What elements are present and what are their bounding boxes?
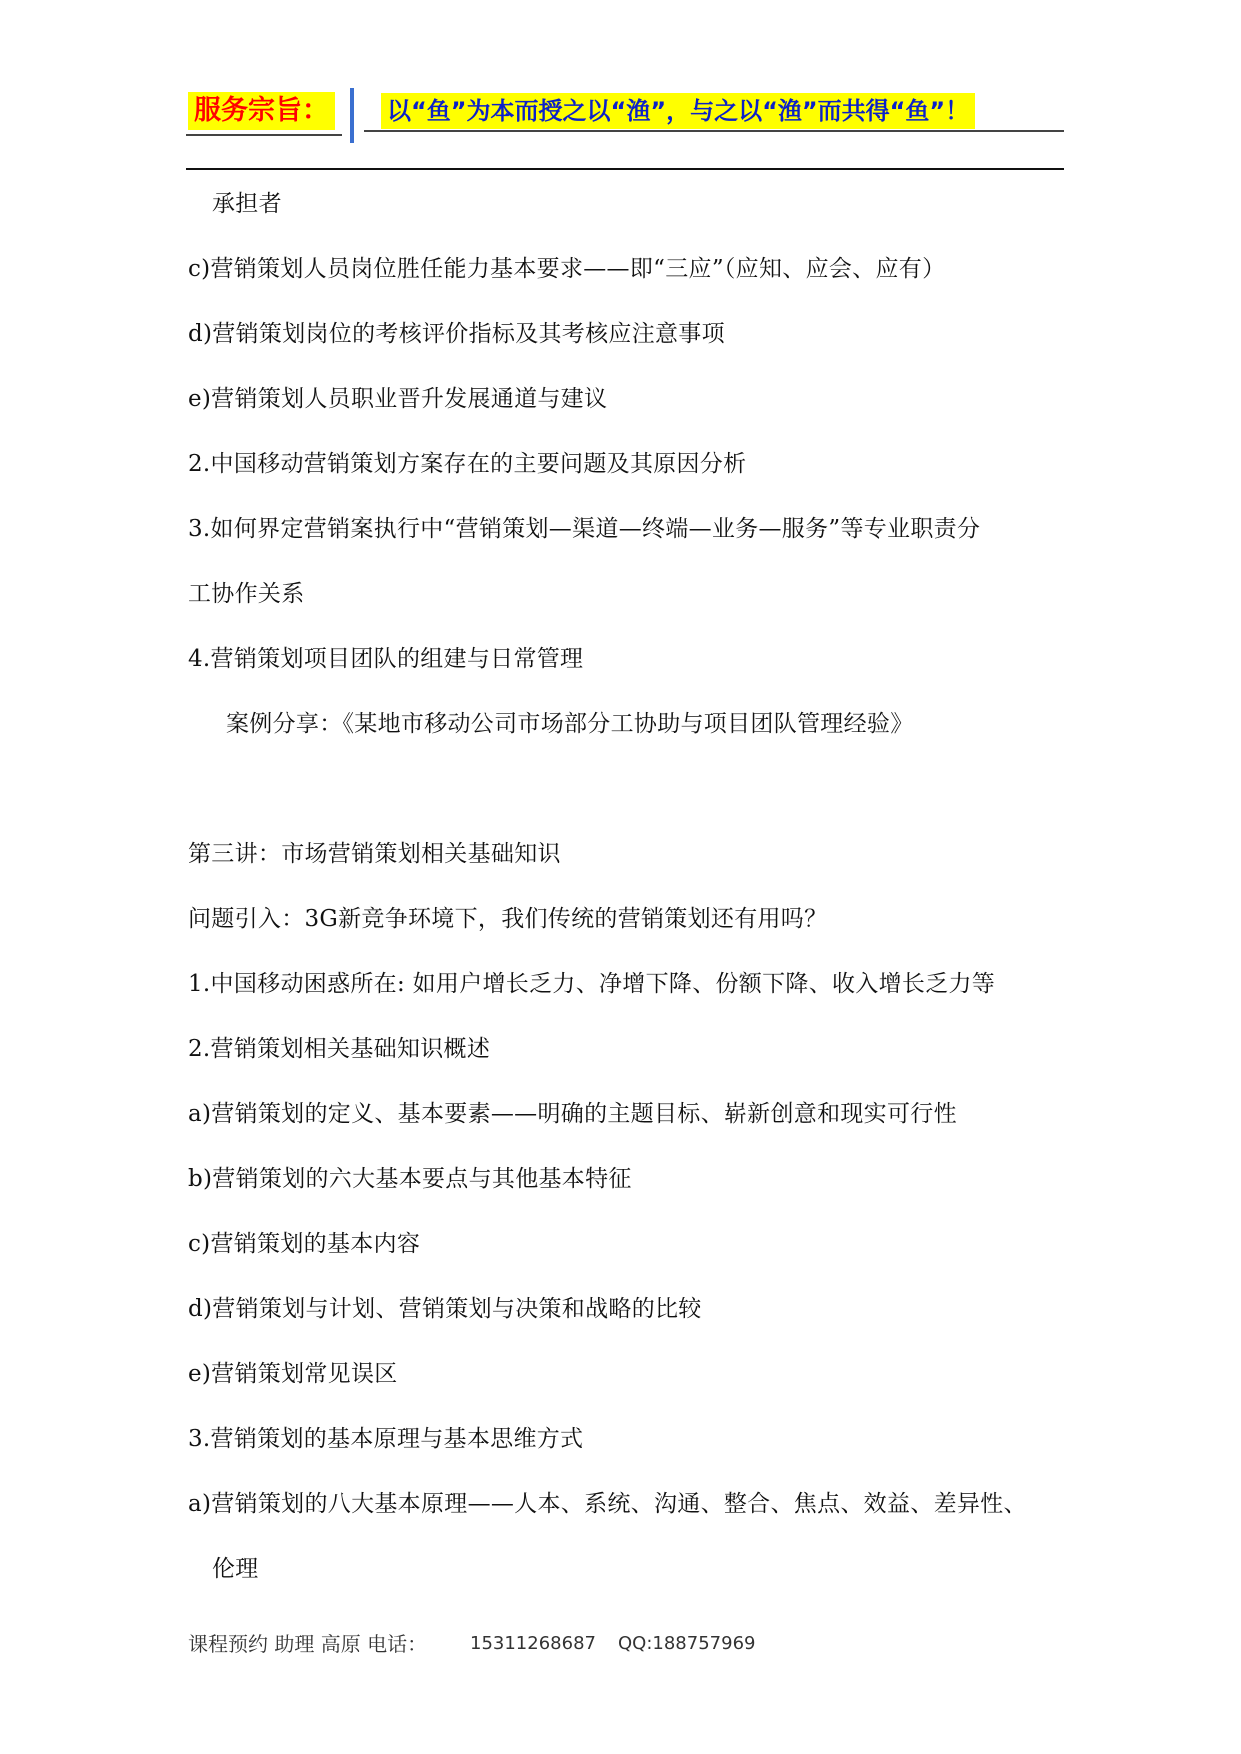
section-heading: 第三讲：市场营销策划相关基础知识: [188, 841, 561, 867]
text-line: 3.营销策划的基本原理与基本思维方式: [188, 1426, 584, 1452]
text-line: 问题引入：3G新竞争环境下，我们传统的营销策划还有用吗？: [188, 906, 828, 932]
text-line: c)营销策划的基本内容: [188, 1231, 421, 1257]
text-line: 2.营销策划相关基础知识概述: [188, 1036, 491, 1062]
footer-contact: 课程预约 助理 高原 电话：: [188, 1632, 428, 1656]
text-line: b)营销策划的六大基本要点与其他基本特征: [188, 1166, 632, 1192]
service-motto: 以“鱼”为本而授之以“渔”，与之以“渔”而共得“鱼”！: [381, 93, 975, 129]
text-line: 工协作关系: [188, 581, 305, 607]
footer-qq: QQ:188757969: [618, 1633, 756, 1654]
text-line: c)营销策划人员岗位胜任能力基本要求——即“三应”（应知、应会、应有）: [188, 256, 946, 282]
text-line: a)营销策划的定义、基本要素——明确的主题目标、崭新创意和现实可行性: [188, 1101, 957, 1127]
label-underline: [186, 134, 342, 136]
text-line: 2.中国移动营销策划方案存在的主要问题及其原因分析: [188, 451, 747, 477]
text-line: e)营销策划常见误区: [188, 1361, 398, 1387]
text-line: 4.营销策划项目团队的组建与日常管理: [188, 646, 584, 672]
footer-phone: 15311268687: [470, 1633, 596, 1654]
text-line: 伦理: [212, 1556, 259, 1582]
text-line: a)营销策划的八大基本原理——人本、系统、沟通、整合、焦点、效益、差异性、: [188, 1491, 1027, 1517]
text-line: d)营销策划与计划、营销策划与决策和战略的比较: [188, 1296, 702, 1322]
text-line: 1.中国移动困惑所在: 如用户增长乏力、净增下降、份额下降、收入增长乏力等: [188, 971, 996, 997]
motto-underline: [364, 130, 1064, 132]
service-tenet-label: 服务宗旨：: [188, 92, 335, 130]
header-rule: [186, 168, 1064, 170]
text-line: 3.如何界定营销案执行中“营销策划—渠道—终端—业务—服务”等专业职责分: [188, 516, 981, 542]
case-study-line: 案例分享：《某地市移动公司市场部分工协助与项目团队管理经验》: [226, 711, 914, 737]
text-line: d)营销策划岗位的考核评价指标及其考核应注意事项: [188, 321, 725, 347]
text-line: 承担者: [212, 191, 282, 217]
header-divider-bar: [350, 88, 354, 143]
text-line: e)营销策划人员职业晋升发展通道与建议: [188, 386, 608, 412]
